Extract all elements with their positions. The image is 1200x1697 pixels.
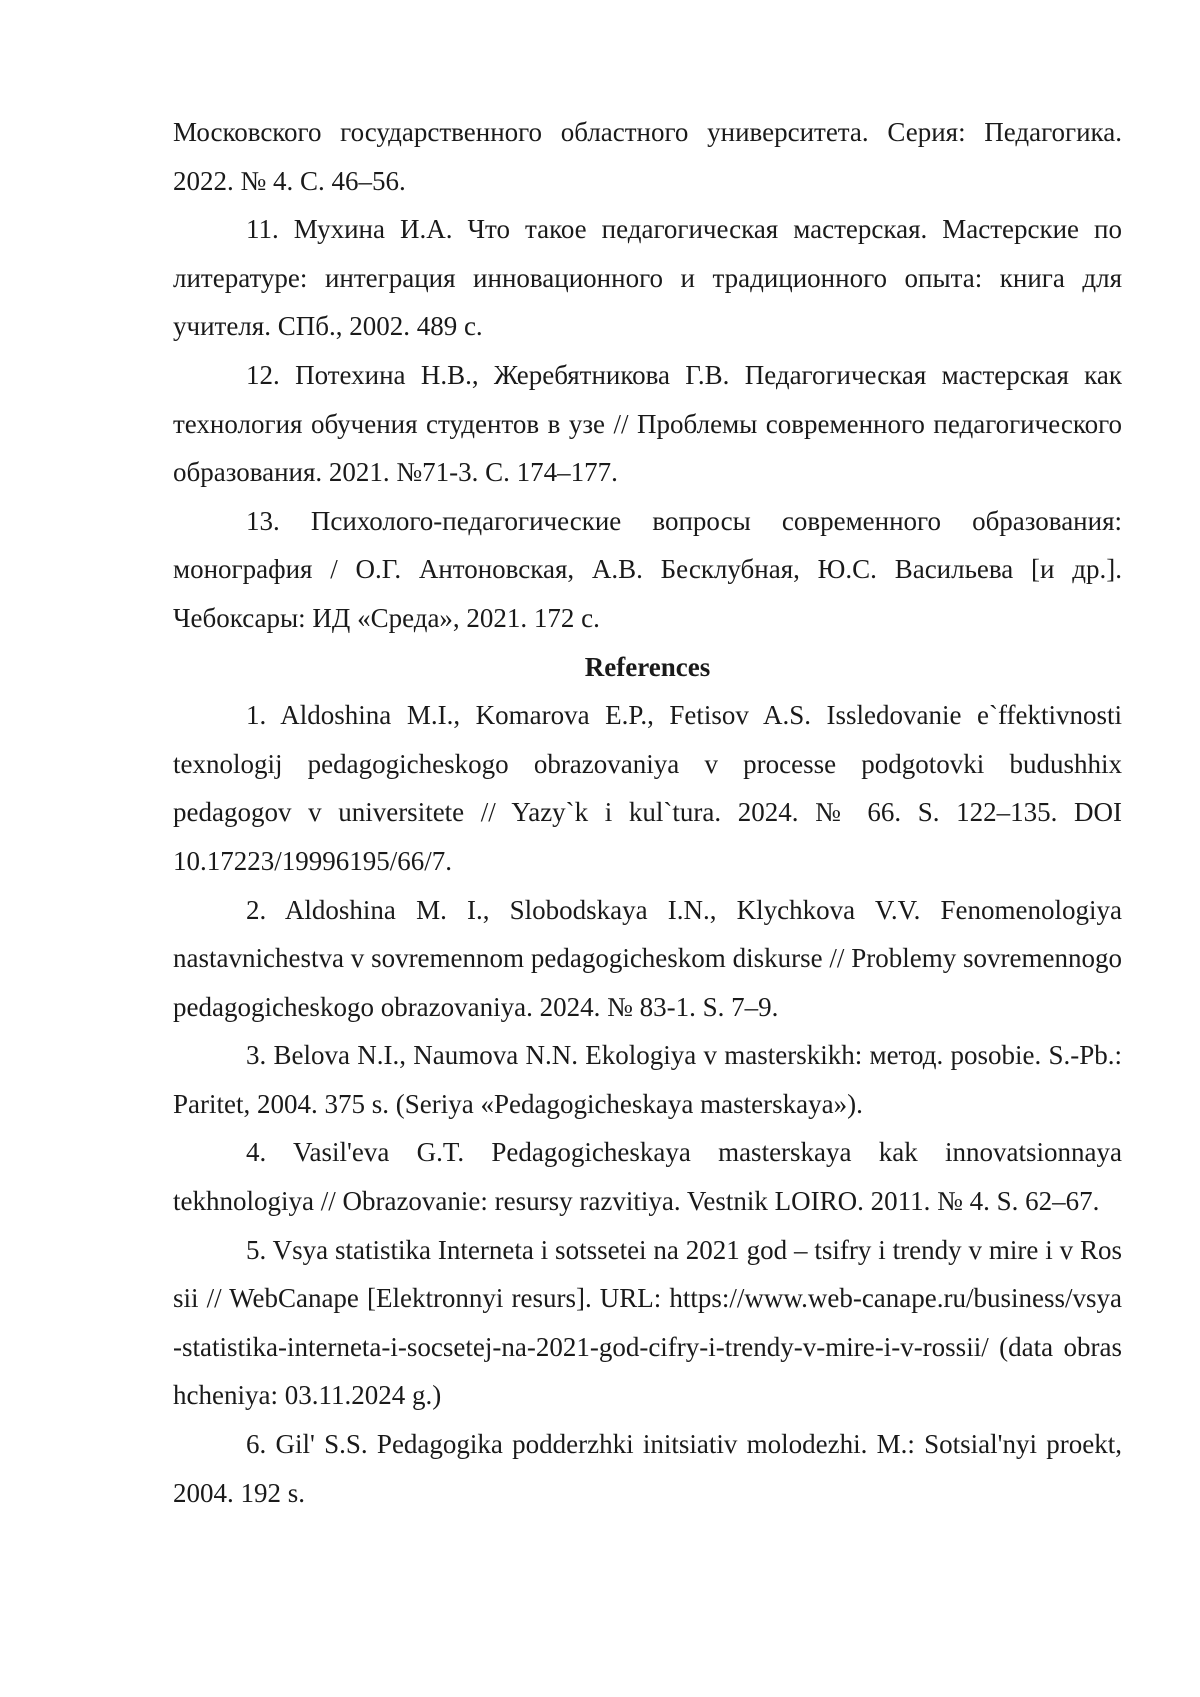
- reference-item-en-6: 6. Gil' S.S. Pedagogika podderzhki initsiativ molodezhi. M.: Sotsial'nyi proekt, 2004. 192 s.: [173, 1420, 1122, 1517]
- reference-item-11: 11. Мухина И.А. Что такое педагогическая мастерская. Мастерские по литературе: интеграция инновационного и традиционного опыта: книга для учителя. СПб., 2002. 489 с.: [173, 205, 1122, 351]
- reference-item-en-4: 4. Vasil'eva G.T. Pedagogicheskaya masterskaya kak innovatsionnaya tekhnologiya // Obrazovanie: resursy razvitiya. Vestnik LOIRO. 2011. № 4. S. 62–67.: [173, 1128, 1122, 1225]
- reference-item-en-5: 5. Vsya statistika Interneta i sotssetei na 2021 god – tsifry i trendy v mire i v Rossii // WebCanape [Elektronnyi resurs]. URL: https://www.web-canape.ru/business/vsya-statistika-interneta-i-socsetej-na-2021-god-cifry-i-trendy-v-mire-i-v-rossii/ (data obrashcheniya: 03.11.2024 g.): [173, 1226, 1122, 1420]
- document-page: [173, 108, 1122, 1517]
- reference-item-en-1: 1. Aldoshina M.I., Komarova E.P., Fetisov A.S. Issledovanie e`ffektivnosti texnologij pedagogicheskogo obrazovaniya v processe podgotovki budushhix pedagogov v universitete // Yazy`k i kul`tura. 2024. № 66. S. 122–135. DOI 10.17223/19996195/66/7.: [173, 691, 1122, 885]
- reference-item-12: 12. Потехина Н.В., Жеребятникова Г.В. Педагогическая мастерская как технология обучения студентов в узе // Проблемы современного педагогического образования. 2021. №71-3. С. 174–177.: [173, 351, 1122, 497]
- reference-item-13: 13. Психолого-педагогические вопросы современного образования: монография / О.Г. Антоновская, А.В. Бесклубная, Ю.С. Васильева [и др.]. Чебоксары: ИД «Среда», 2021. 172 с.: [173, 497, 1122, 643]
- reference-item-en-2: 2. Aldoshina M. I., Slobodskaya I.N., Klychkova V.V. Fenomenologiya nastavnichestva v sovremennom pedagogicheskom diskurse // Problemy sovremennogo pedagogicheskogo obrazovaniya. 2024. № 83-1. S. 7–9.: [173, 886, 1122, 1032]
- reference-item-en-3: 3. Belova N.I., Naumova N.N. Ekologiya v masterskikh: метод. posobie. S.-Pb.: Paritet, 2004. 375 s. (Seriya «Pedagogicheskaya masterskaya»).: [173, 1031, 1122, 1128]
- reference-continuation: Московского государственного областного университета. Серия: Педагогика. 2022. № 4. С. 46–56.: [173, 108, 1122, 205]
- references-heading: References: [173, 643, 1122, 692]
